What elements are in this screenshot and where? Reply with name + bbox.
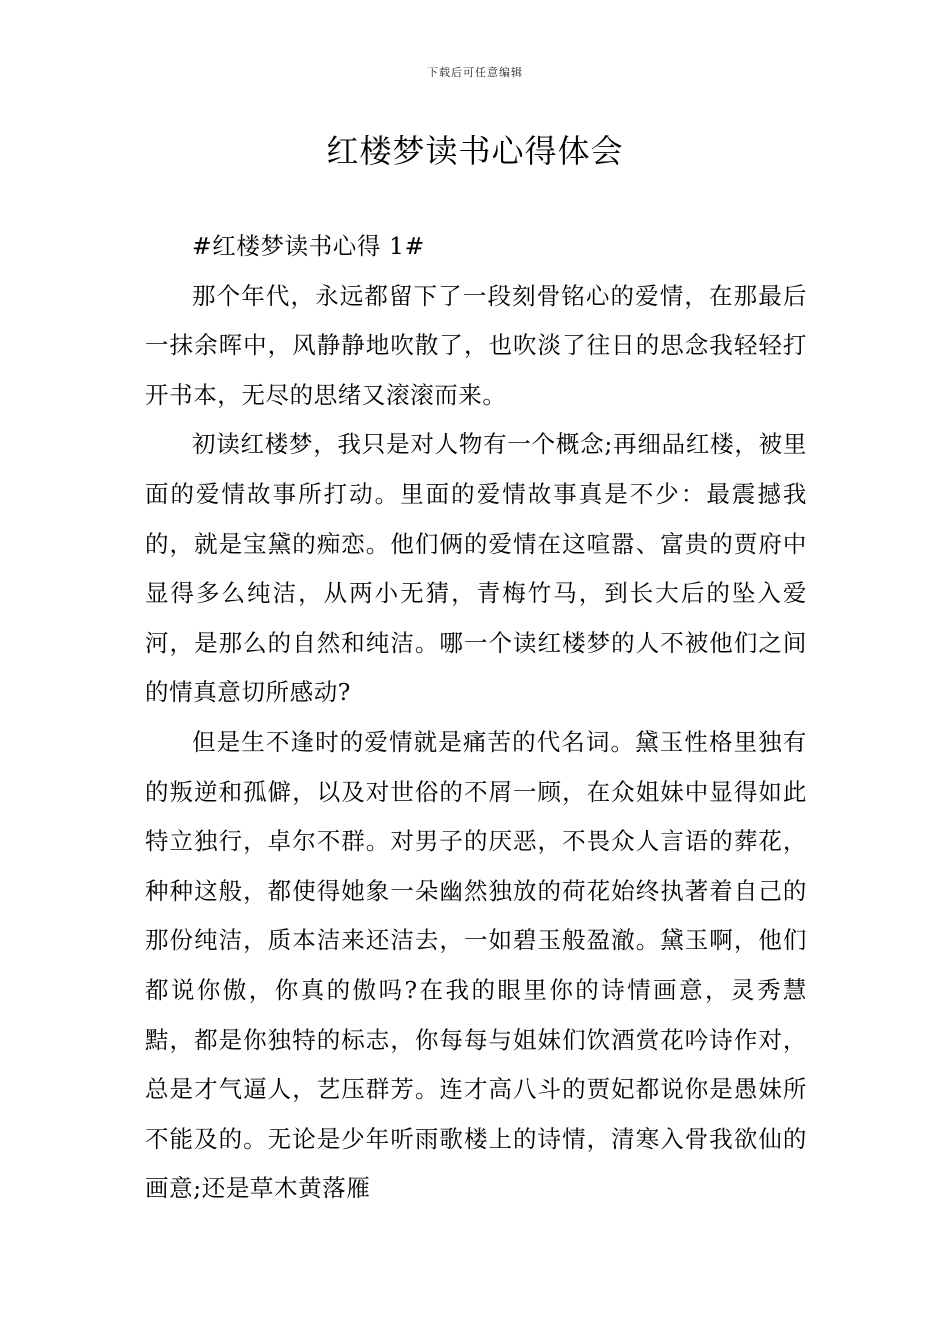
paragraph-3: 但是生不逢时的爱情就是痛苦的代名词。黛玉性格里独有的叛逆和孤僻，以及对世俗的不屑一顾，在众姐妹中显得如此特立独行，卓尔不群。对男子的厌恶，不畏众人言语的葬花，种种这般，都使得她象一朵幽然独放的荷花始终执著着自己的那份纯洁，质本洁来还洁去，一如碧玉般盈澈。黛玉啊，他们都说你傲，你真的傲吗?在我的眼里你的诗情画意，灵秀慧黠，都是你独特的标志，你每每与姐妹们饮酒赏花吟诗作对，总是才气逼人，艺压群芳。连才高八斗的贾妃都说你是愚妹所不能及的。无论是少年听雨歌楼上的诗情，清寒入骨我欲仙的画意;还是草木黄落雁 [145,727,807,1203]
paragraph-2: 初读红楼梦，我只是对人物有一个概念;再细品红楼，被里面的爱情故事所打动。里面的爱情故事真是不少：最震撼我的，就是宝黛的痴恋。他们俩的爱情在这喧嚣、富贵的贾府中显得多么纯洁，从两小无猜，青梅竹马，到长大后的坠入爱河，是那么的自然和纯洁。哪一个读红楼梦的人不被他们之间的情真意切所感动? [145,430,807,707]
paragraph-1: 那个年代，永远都留下了一段刻骨铭心的爱情，在那最后一抹余晖中，风静静地吹散了，也吹淡了往日的思念我轻轻打开书本，无尽的思绪又滚滚而来。 [145,281,807,409]
section-heading: #红楼梦读书心得 1# [192,232,425,260]
header-note: 下载后可任意编辑 [427,66,523,79]
document-title: 红楼梦读书心得体会 [326,132,624,170]
document-body [145,222,807,1214]
